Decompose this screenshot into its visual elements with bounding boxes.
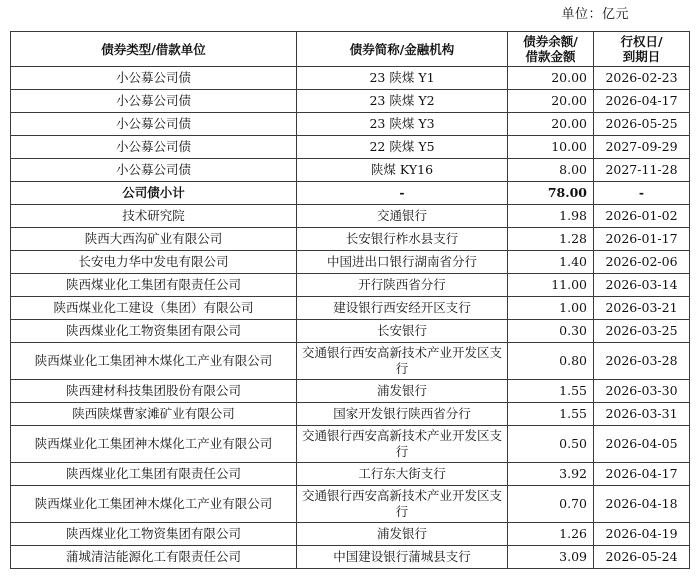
table-row (11, 159, 690, 182)
cell-type: 陕西建材科技集团股份有限公司 (11, 380, 297, 403)
table-row (11, 113, 690, 136)
table-row (11, 67, 690, 90)
table-row (11, 426, 690, 463)
cell-name: 浦发银行 (297, 523, 508, 546)
table-row (11, 546, 690, 569)
cell-amount: 0.80 (508, 343, 594, 380)
cell-date: - (594, 182, 690, 205)
cell-date: 2026-04-05 (594, 426, 690, 463)
cell-name: 23 陕煤 Y2 (297, 90, 508, 113)
cell-type: 长安电力华中发电有限公司 (11, 251, 297, 274)
subtotal-row (11, 182, 690, 205)
cell-date: 2026-01-17 (594, 228, 690, 251)
cell-date: 2026-03-14 (594, 274, 690, 297)
cell-amount: 0.30 (508, 320, 594, 343)
cell-date: 2026-05-24 (594, 546, 690, 569)
cell-type: 陕西煤业化工集团神木煤化工产业有限公司 (11, 426, 297, 463)
header-amount (508, 32, 594, 67)
cell-amount: 20.00 (508, 90, 594, 113)
cell-date: 2026-03-25 (594, 320, 690, 343)
cell-type: 陕西煤业化工集团有限责任公司 (11, 274, 297, 297)
cell-amount: 1.55 (508, 380, 594, 403)
cell-type: 陕西煤业化工集团有限责任公司 (11, 463, 297, 486)
cell-name: 23 陕煤 Y1 (297, 67, 508, 90)
cell-amount: 3.09 (508, 546, 594, 569)
cell-amount: 8.00 (508, 159, 594, 182)
table-row (11, 403, 690, 426)
cell-date: 2026-03-31 (594, 403, 690, 426)
header-name: 债券简称/金融机构 (297, 32, 508, 67)
cell-name: 开行陕西省分行 (297, 274, 508, 297)
cell-amount: 1.40 (508, 251, 594, 274)
table-row (11, 136, 690, 159)
cell-type: 小公募公司债 (11, 67, 297, 90)
cell-name: 交通银行西安高新技术产业开发区支行 (297, 486, 508, 523)
debt-table (10, 31, 690, 569)
table-row (11, 228, 690, 251)
cell-name: 交通银行 (297, 205, 508, 228)
cell-amount: 11.00 (508, 274, 594, 297)
header-type: 债券类型/借款单位 (11, 32, 297, 67)
cell-amount: 20.00 (508, 113, 594, 136)
cell-date: 2026-04-18 (594, 486, 690, 523)
cell-amount: 78.00 (508, 182, 594, 205)
cell-amount: 1.26 (508, 523, 594, 546)
table-row (11, 251, 690, 274)
cell-name: 长安银行 (297, 320, 508, 343)
table-row (11, 486, 690, 523)
cell-type: 小公募公司债 (11, 113, 297, 136)
cell-amount: 10.00 (508, 136, 594, 159)
cell-name: 交通银行西安高新技术产业开发区支行 (297, 426, 508, 463)
cell-type: 陕西煤业化工集团神木煤化工产业有限公司 (11, 343, 297, 380)
cell-amount: 1.98 (508, 205, 594, 228)
cell-date: 2027-09-29 (594, 136, 690, 159)
cell-amount: 3.92 (508, 463, 594, 486)
cell-name: 国家开发银行陕西省分行 (297, 403, 508, 426)
cell-amount: 20.00 (508, 67, 594, 90)
cell-date: 2026-02-23 (594, 67, 690, 90)
cell-date: 2026-05-25 (594, 113, 690, 136)
cell-date: 2026-04-17 (594, 90, 690, 113)
unit-label: 单位：亿元 (561, 7, 629, 22)
cell-type: 陕西煤业化工物资集团有限公司 (11, 523, 297, 546)
cell-name: 浦发银行 (297, 380, 508, 403)
header-amount-line2: 借款金额 (525, 49, 576, 64)
header-row (11, 32, 690, 67)
cell-type: 陕西煤业化工集团神木煤化工产业有限公司 (11, 486, 297, 523)
cell-type: 陕西大西沟矿业有限公司 (11, 228, 297, 251)
cell-type: 小公募公司债 (11, 90, 297, 113)
cell-type: 小公募公司债 (11, 136, 297, 159)
header-amount-line1: 债券余额/ (523, 34, 578, 49)
cell-type: 蒲城清洁能源化工有限责任公司 (11, 546, 297, 569)
cell-amount: 1.28 (508, 228, 594, 251)
cell-type: 小公募公司债 (11, 159, 297, 182)
cell-name: 陕煤 KY16 (297, 159, 508, 182)
header-date-line2: 到期日 (622, 49, 661, 64)
header-date-line1: 行权日/ (620, 34, 663, 49)
cell-type: 陕西煤业化工建设（集团）有限公司 (11, 297, 297, 320)
cell-name: 建设银行西安经开区支行 (297, 297, 508, 320)
cell-type: 陕西煤业化工物资集团有限公司 (11, 320, 297, 343)
cell-date: 2026-03-28 (594, 343, 690, 380)
cell-amount: 1.00 (508, 297, 594, 320)
cell-amount: 1.55 (508, 403, 594, 426)
table-row (11, 380, 690, 403)
cell-type: 公司债小计 (11, 182, 297, 205)
cell-name: 交通银行西安高新技术产业开发区支行 (297, 343, 508, 380)
table-row (11, 205, 690, 228)
table-row (11, 463, 690, 486)
cell-date: 2026-04-17 (594, 463, 690, 486)
cell-type: 技术研究院 (11, 205, 297, 228)
cell-type: 陕西陕煤曹家滩矿业有限公司 (11, 403, 297, 426)
cell-name: 长安银行柞水县支行 (297, 228, 508, 251)
cell-amount: 0.70 (508, 486, 594, 523)
cell-name: 22 陕煤 Y5 (297, 136, 508, 159)
cell-name: 工行东大街支行 (297, 463, 508, 486)
table-row (11, 274, 690, 297)
cell-name: 23 陕煤 Y3 (297, 113, 508, 136)
table-row (11, 297, 690, 320)
cell-name: 中国进出口银行湖南省分行 (297, 251, 508, 274)
cell-date: 2026-03-21 (594, 297, 690, 320)
cell-name: 中国建设银行蒲城县支行 (297, 546, 508, 569)
cell-amount: 0.50 (508, 426, 594, 463)
table-row (11, 90, 690, 113)
cell-date: 2026-04-19 (594, 523, 690, 546)
cell-name: - (297, 182, 508, 205)
table-row (11, 320, 690, 343)
cell-date: 2026-01-02 (594, 205, 690, 228)
cell-date: 2026-02-06 (594, 251, 690, 274)
table-row (11, 523, 690, 546)
table-row (11, 343, 690, 380)
header-date (594, 32, 690, 67)
cell-date: 2026-03-30 (594, 380, 690, 403)
cell-date: 2027-11-28 (594, 159, 690, 182)
